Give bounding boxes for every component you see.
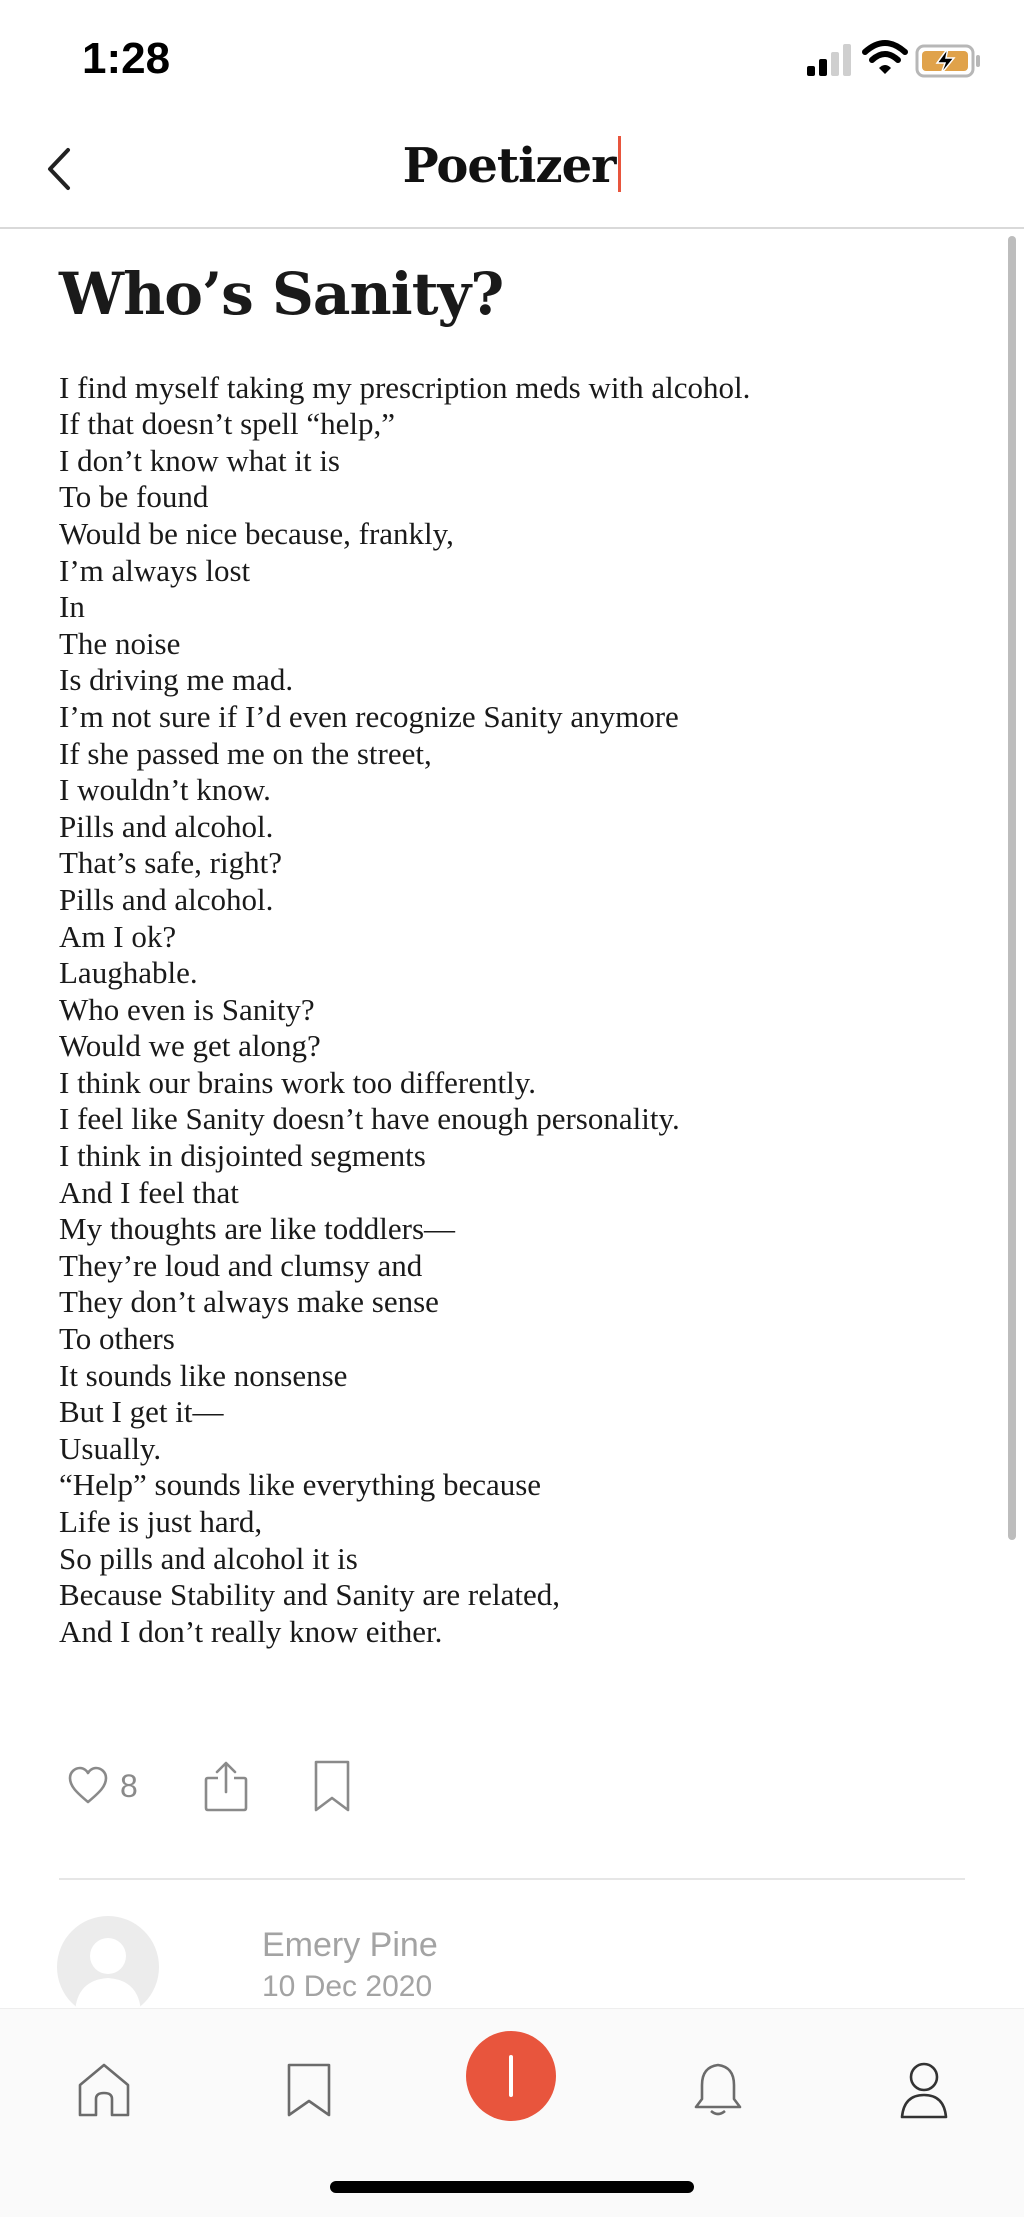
poem-line: I don’t know what it is bbox=[59, 442, 340, 478]
poem-line: My thoughts are like toddlers— bbox=[59, 1211, 456, 1247]
poem-line: I’m not sure if I’d even recognize Sanity anymore bbox=[59, 698, 679, 734]
app-title bbox=[0, 136, 1024, 194]
poem-line: Is driving me mad. bbox=[59, 662, 294, 698]
poem-line: Pills and alcohol. bbox=[59, 808, 274, 844]
app-title-text: Poetizer bbox=[402, 138, 616, 194]
scrollbar[interactable] bbox=[1008, 236, 1016, 1540]
app-header bbox=[0, 110, 1024, 229]
tab-bar bbox=[0, 2008, 1024, 2217]
poem-line: Laughable. bbox=[59, 955, 198, 991]
poem-line: If she passed me on the street, bbox=[59, 735, 432, 771]
poem-line: Would we get along? bbox=[59, 1028, 321, 1064]
poem-line: Who even is Sanity? bbox=[59, 991, 315, 1027]
poem-line: “Help” sounds like everything because bbox=[59, 1467, 542, 1503]
battery-charging-icon bbox=[915, 44, 981, 78]
poem-line: To be found bbox=[59, 479, 209, 515]
compose-icon bbox=[509, 2055, 513, 2097]
heart-icon bbox=[66, 1764, 110, 1808]
home-indicator[interactable] bbox=[330, 2181, 694, 2193]
poem-title: Who’s Sanity? bbox=[59, 260, 504, 328]
poem-line: So pills and alcohol it is bbox=[59, 1540, 358, 1576]
poem-content bbox=[59, 230, 979, 1650]
compose-button[interactable] bbox=[466, 2031, 556, 2121]
bell-icon[interactable] bbox=[688, 2059, 748, 2119]
avatar[interactable] bbox=[57, 1916, 159, 2018]
poem-line: And I don’t really know either. bbox=[59, 1613, 443, 1649]
poem-line: Would be nice because, frankly, bbox=[59, 515, 454, 551]
bookmark-icon[interactable] bbox=[308, 1758, 356, 1814]
poem-line: If that doesn’t spell “help,” bbox=[59, 406, 396, 442]
poem-line: I think our brains work too differently. bbox=[59, 1064, 536, 1100]
poem-line: They’re loud and clumsy and bbox=[59, 1247, 423, 1283]
poem-line: I think in disjointed segments bbox=[59, 1138, 426, 1174]
poem-line: I’m always lost bbox=[59, 552, 251, 588]
author-name[interactable]: Emery Pine bbox=[262, 1926, 438, 1964]
poem-line: Pills and alcohol. bbox=[59, 881, 274, 917]
divider bbox=[59, 1878, 965, 1880]
poem-line: To others bbox=[59, 1321, 175, 1357]
cellular-signal-icon bbox=[807, 44, 853, 76]
poem-line: It sounds like nonsense bbox=[59, 1357, 348, 1393]
home-icon[interactable] bbox=[74, 2059, 134, 2119]
poem-line: In bbox=[59, 589, 85, 625]
poem-line: Am I ok? bbox=[59, 918, 177, 954]
status-time: 1:28 bbox=[82, 34, 171, 83]
poem-line: Usually. bbox=[59, 1430, 162, 1466]
author-row[interactable] bbox=[57, 1916, 957, 2016]
poem-actions bbox=[66, 1758, 466, 1818]
wifi-icon bbox=[862, 40, 908, 76]
user-avatar-icon bbox=[57, 1916, 159, 2018]
poem-body bbox=[59, 370, 979, 1651]
bookmark-tab-icon[interactable] bbox=[279, 2059, 339, 2119]
poem-line: I wouldn’t know. bbox=[59, 772, 271, 808]
poem-line: I find myself taking my prescription meds with alcohol. bbox=[59, 369, 751, 405]
poem-line: And I feel that bbox=[59, 1174, 239, 1210]
title-caret bbox=[618, 136, 621, 192]
poem-line: But I get it— bbox=[59, 1394, 224, 1430]
like-count: 8 bbox=[120, 1767, 138, 1804]
poem-line: The noise bbox=[59, 625, 181, 661]
poem-line: That’s safe, right? bbox=[59, 845, 282, 881]
poem-line: Because Stability and Sanity are related, bbox=[59, 1577, 560, 1613]
poem-line: I feel like Sanity doesn’t have enough personality. bbox=[59, 1101, 680, 1137]
status-bar bbox=[0, 0, 1024, 110]
share-icon[interactable] bbox=[202, 1758, 250, 1814]
like-button[interactable] bbox=[66, 1758, 138, 1814]
user-icon[interactable] bbox=[894, 2059, 954, 2119]
poem-line: They don’t always make sense bbox=[59, 1284, 439, 1320]
post-date: 10 Dec 2020 bbox=[262, 1970, 433, 2003]
poem-line: Life is just hard, bbox=[59, 1504, 263, 1539]
